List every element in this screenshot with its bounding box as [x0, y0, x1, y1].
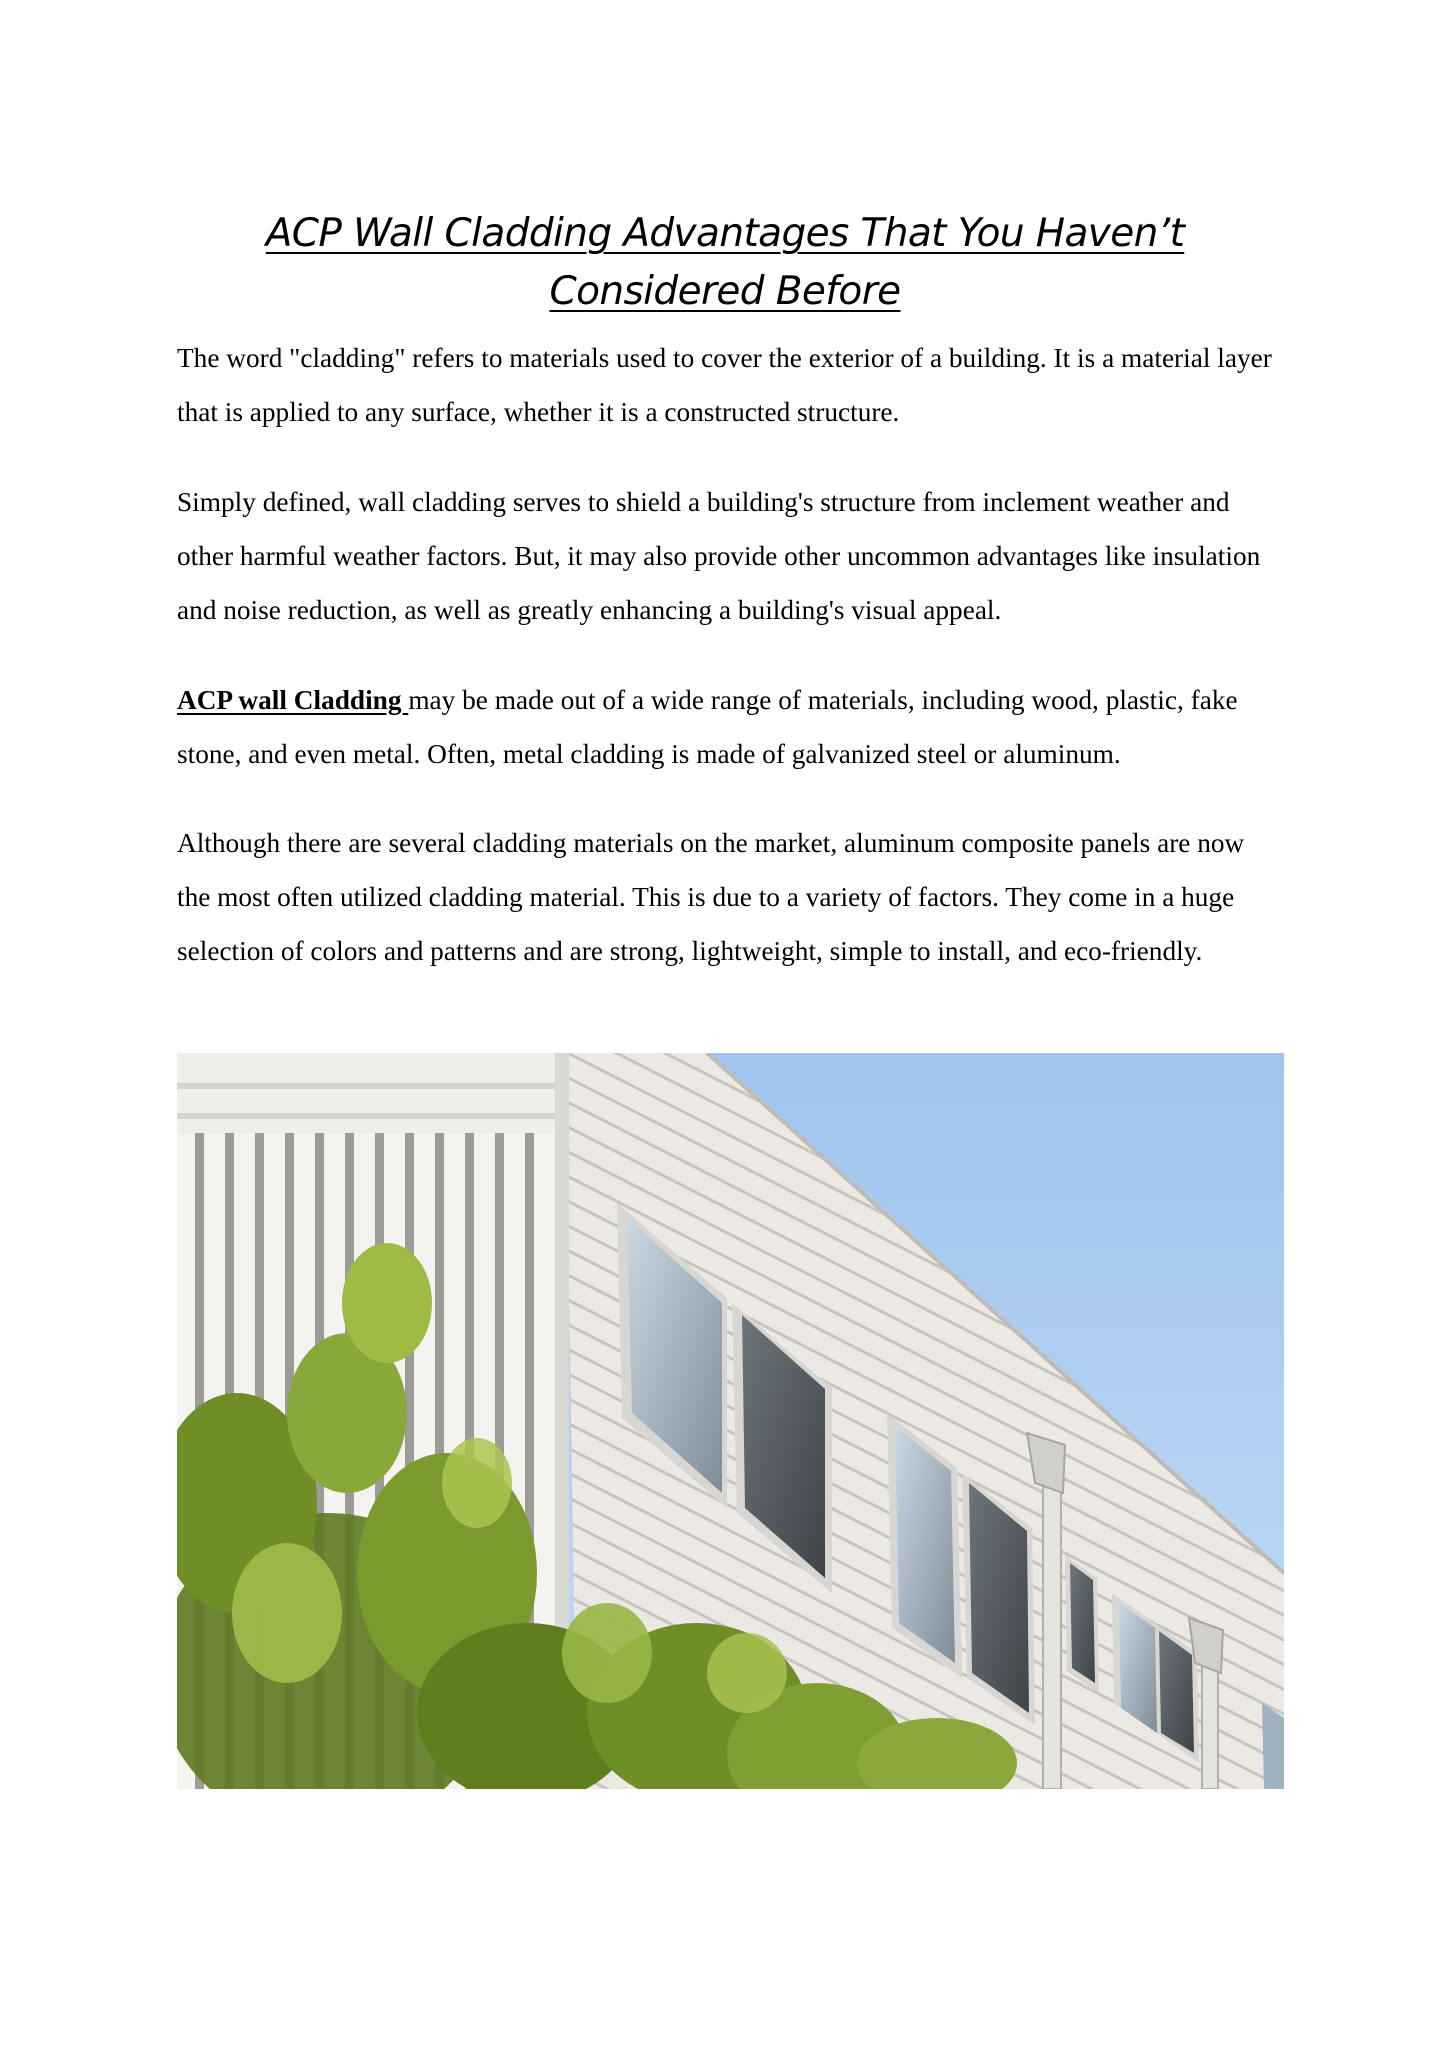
paragraph-aluminum-composite: Although there are several cladding materials on the market, aluminum composite panels are now the most often utilized cladding material. This is due to a variety of factors. They come in a huge selection of colors and patterns and are strong, lightweight, simple to install, and eco-friendly.	[177, 828, 1245, 966]
page-title: ACP Wall Cladding Advantages That You Haven’t Considered Before	[265, 211, 1185, 314]
acp-wall-cladding-link[interactable]: ACP wall Cladding	[177, 685, 409, 715]
paragraph-acp-materials-text: may be made out of a wide range of materials, including wood, plastic, fake stone, and even metal. Often, metal cladding is made of galvanized steel or aluminum.	[177, 685, 1238, 769]
paragraph-wall-cladding-purpose: Simply defined, wall cladding serves to shield a building's structure from inclement weather and other harmful weather factors. But, it may also provide other uncommon advantages like insulation and noise reduction, as well as greatly enhancing a building's visual appeal.	[177, 487, 1261, 625]
building-cladding-photo	[177, 1053, 1284, 1789]
paragraph-cladding-definition: The word "cladding" refers to materials used to cover the exterior of a building. It is a material layer that is applied to any surface, whether it is a constructed structure.	[177, 343, 1272, 427]
paragraph-acp-materials	[177, 673, 1282, 781]
